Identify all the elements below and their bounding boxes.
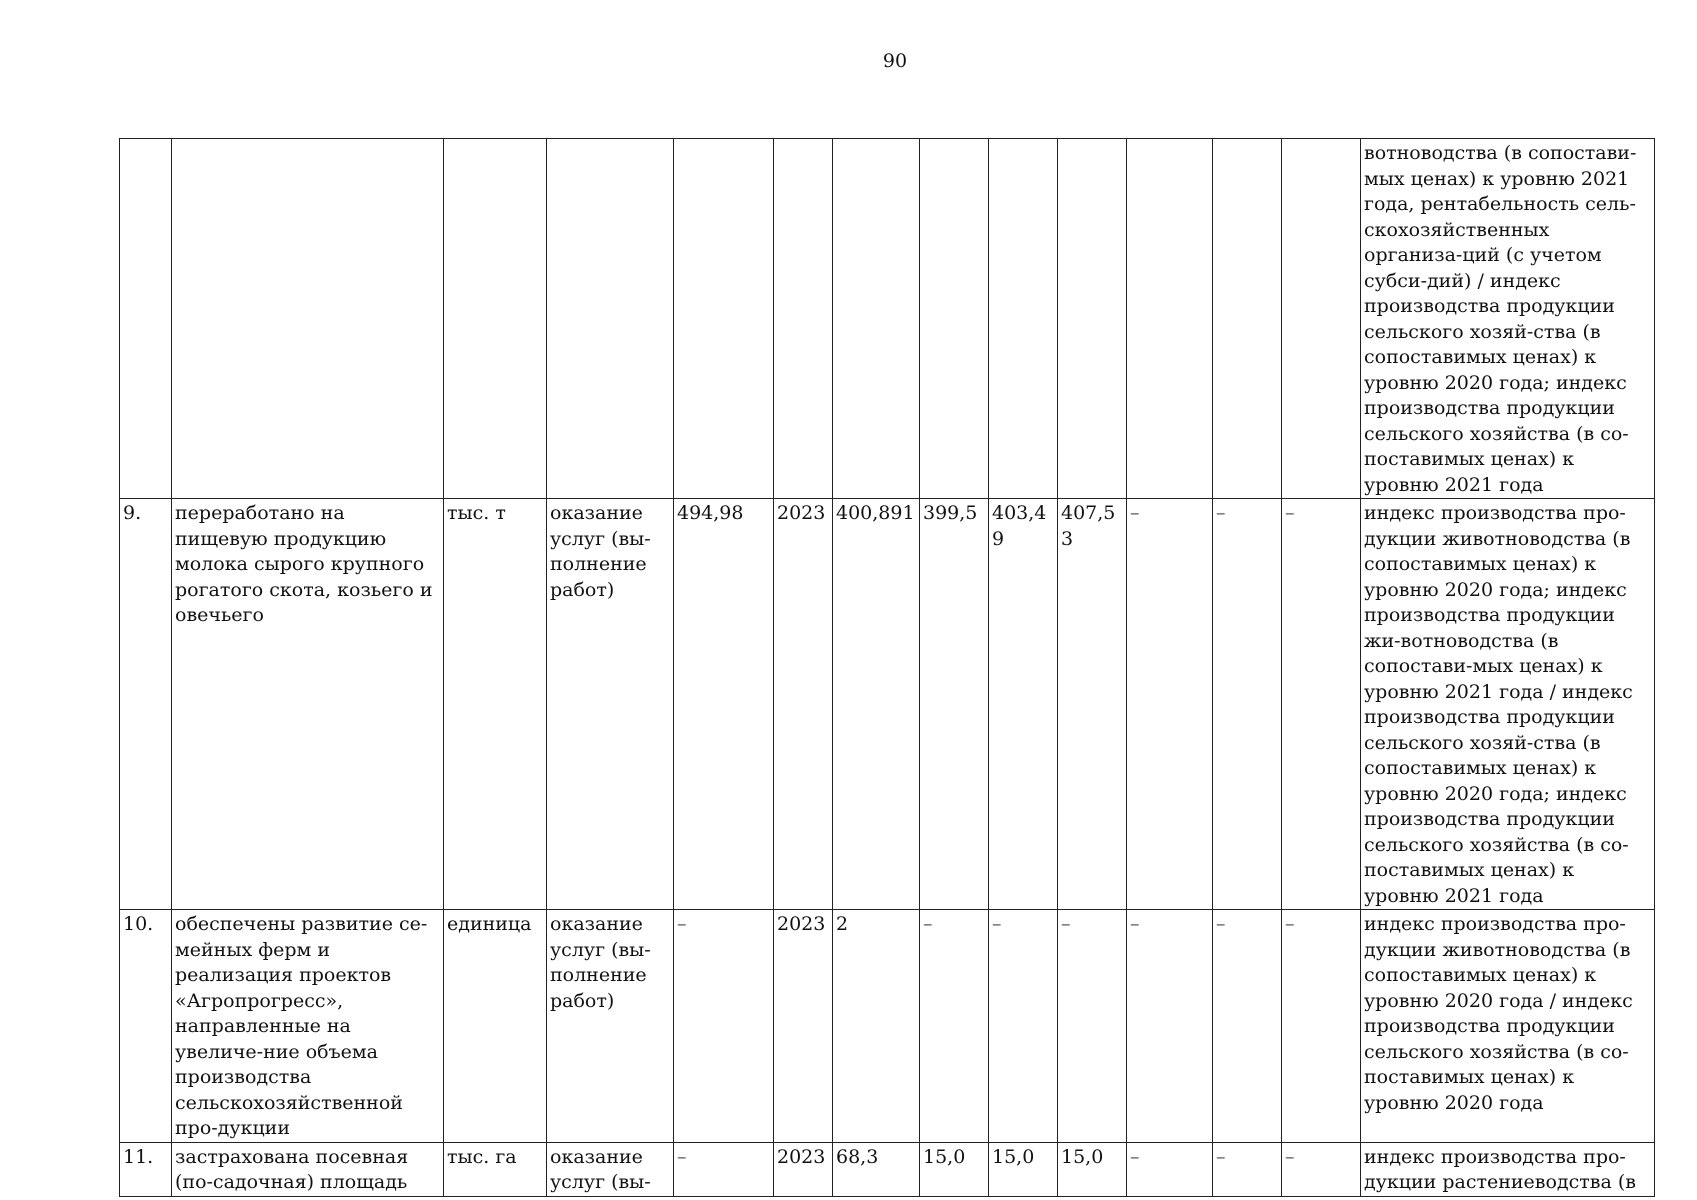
cell-v5: –: [1127, 910, 1213, 1143]
cell-v3: 403,49: [989, 499, 1058, 910]
cell-v4: –: [1058, 910, 1127, 1143]
cell-unit: тыс. т: [444, 499, 547, 910]
cell-type: оказание услуг (вы-полнение работ): [547, 499, 674, 910]
table-row-10: [120, 910, 1655, 1143]
cell-v1: [833, 139, 920, 499]
cell-unit: [444, 139, 547, 499]
cell-v5: –: [1127, 1142, 1213, 1196]
cell-v3: –: [989, 910, 1058, 1143]
cell-num: 9.: [120, 499, 172, 910]
table-row-9: [120, 499, 1655, 910]
cell-v7: –: [1282, 1142, 1361, 1196]
cell-v6: –: [1213, 910, 1282, 1143]
cell-name: [172, 139, 444, 499]
cell-type: оказание услуг (вы-: [547, 1142, 674, 1196]
cell-v6: –: [1213, 499, 1282, 910]
cell-num: [120, 139, 172, 499]
cell-name: обеспечены развитие се-мейных ферм и реализация проектов «Агропрогресс», направленные на увеличе-ние объема производства сельскохозяйственной про-дукции: [172, 910, 444, 1143]
cell-v2: –: [920, 910, 989, 1143]
cell-v2: 399,5: [920, 499, 989, 910]
table-row-continuation: [120, 139, 1655, 499]
cell-v2: 15,0: [920, 1142, 989, 1196]
cell-base-value: 494,98: [674, 499, 774, 910]
cell-indicator: индекс производства про-дукции растениеводства (в: [1361, 1142, 1655, 1196]
cell-v7: –: [1282, 499, 1361, 910]
cell-name: переработано на пищевую продукцию молока сырого крупного рогатого скота, козьего и овечьего: [172, 499, 444, 910]
page-number: 90: [882, 50, 908, 72]
cell-v1: 400,891: [833, 499, 920, 910]
cell-base-value: –: [674, 910, 774, 1143]
cell-unit: единица: [444, 910, 547, 1143]
cell-base-year: 2023: [774, 1142, 833, 1196]
cell-v3: 15,0: [989, 1142, 1058, 1196]
cell-base-year: 2023: [774, 499, 833, 910]
cell-name: застрахована посевная (по-садочная) площадь: [172, 1142, 444, 1196]
cell-v6: –: [1213, 1142, 1282, 1196]
cell-v1: 68,3: [833, 1142, 920, 1196]
cell-base-year: 2023: [774, 910, 833, 1143]
cell-v2: [920, 139, 989, 499]
cell-indicator: индекс производства про-дукции животноводства (в сопоставимых ценах) к уровню 2020 года; индекс производства продукции жи-вотноводства (в сопостави-мых ценах) к уровню 2021 года / индекс производства продукции сельского хозяй-ства (в сопоставимых ценах) к уровню 2020 года; индекс производства продукции сельского хозяйства (в со-поставимых ценах) к уровню 2021 года: [1361, 499, 1655, 910]
cell-unit: тыс. га: [444, 1142, 547, 1196]
table-row-11: [120, 1142, 1655, 1196]
cell-base-value: [674, 139, 774, 499]
cell-v4: 407,53: [1058, 499, 1127, 910]
cell-indicator: индекс производства про-дукции животноводства (в сопоставимых ценах) к уровню 2020 года / индекс производства продукции сельского хозяйства (в со-поставимых ценах) к уровню 2020 года: [1361, 910, 1655, 1143]
cell-v5: –: [1127, 499, 1213, 910]
cell-v4: 15,0: [1058, 1142, 1127, 1196]
cell-v3: [989, 139, 1058, 499]
cell-num: 10.: [120, 910, 172, 1143]
cell-type: [547, 139, 674, 499]
results-table: [119, 138, 1655, 1197]
cell-num: 11.: [120, 1142, 172, 1196]
cell-v1: 2: [833, 910, 920, 1143]
cell-base-value: –: [674, 1142, 774, 1196]
cell-base-year: [774, 139, 833, 499]
cell-indicator: вотноводства (в сопостави-мых ценах) к уровню 2021 года, рентабельность сель-скохозяйственных организа-ций (с учетом субси-дий) / индекс производства продукции сельского хозяй-ства (в сопоставимых ценах) к уровню 2020 года; индекс производства продукции сельского хозяйства (в со-поставимых ценах) к уровню 2021 года: [1361, 139, 1655, 499]
cell-v6: [1213, 139, 1282, 499]
cell-v7: –: [1282, 910, 1361, 1143]
cell-v7: [1282, 139, 1361, 499]
cell-v5: [1127, 139, 1213, 499]
cell-type: оказание услуг (вы-полнение работ): [547, 910, 674, 1143]
cell-v4: [1058, 139, 1127, 499]
